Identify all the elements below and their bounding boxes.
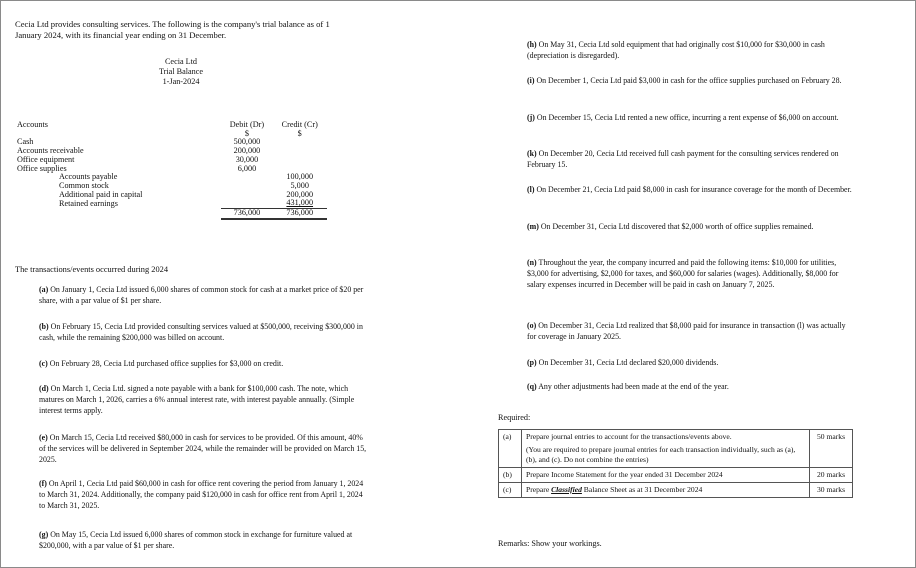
transaction-c — [39, 358, 369, 369]
required-row — [499, 468, 853, 483]
transaction-label: (o) — [527, 321, 537, 330]
tb-row-debit: 500,000 — [233, 137, 261, 147]
tb-row-credit — [272, 156, 327, 165]
tb-row-credit: 100,000 — [286, 172, 314, 182]
tb-row-account: Retained earnings — [59, 198, 118, 208]
required-heading: Required: — [498, 413, 531, 422]
transaction-e — [39, 432, 369, 465]
transaction-h — [527, 39, 855, 61]
transaction-text: On December 15, Cecia Ltd rented a new office, incurring a rent expense of $6,000 on account. — [536, 113, 839, 122]
transaction-g — [39, 529, 369, 551]
required-text: Prepare Income Statement for the year ended 31 December 2024 — [522, 468, 810, 483]
tb-row-credit: 200,000 — [286, 189, 314, 199]
transaction-text: On December 1, Cecia Ltd paid $3,000 in cash for the office supplies purchased on February 28. — [536, 76, 842, 85]
required-marks: 30 marks — [810, 483, 853, 498]
transaction-label: (j) — [527, 113, 535, 122]
tb-debit-unit: $ — [244, 128, 249, 138]
required-text-before: Prepare — [526, 485, 552, 494]
transaction-label: (n) — [527, 258, 537, 267]
remarks-text: Remarks: Show your workings. — [498, 539, 602, 548]
transaction-b — [39, 321, 369, 343]
transaction-o — [527, 320, 855, 342]
transaction-label: (q) — [527, 382, 537, 391]
transaction-label: (d) — [39, 384, 49, 393]
required-text — [522, 483, 810, 498]
tb-row-account: Accounts receivable — [17, 146, 84, 156]
trial-balance-table — [17, 121, 327, 220]
tb-row-debit — [221, 182, 272, 191]
transaction-text: On April 1, Cecia Ltd paid $60,000 in cash for office rent covering the period from January 1, 2024 to March 31, 2024. Additionally, the company paid $120,000 in cash for office rent from April 1, 2024 to March 31, 2025. — [39, 479, 364, 510]
required-row — [499, 483, 853, 498]
required-text-emphasis: Classified — [551, 485, 582, 494]
required-marks: 50 marks — [810, 430, 853, 468]
transaction-text: On February 28, Cecia Ltd purchased office supplies for $3,000 on credit. — [49, 359, 284, 368]
transaction-text: On March 1, Cecia Ltd. signed a note payable with a bank for $100,000 cash. The note, which matures on March 1, 2026, carries a 6% annual interest rate, with interest payable annually. (Simple interest terms apply. — [39, 384, 355, 415]
tb-date: 1-Jan-2024 — [162, 77, 200, 86]
transaction-text: On December 31, Cecia Ltd declared $20,000 dividends. — [538, 358, 719, 367]
tb-total-debit: 736,000 — [221, 209, 272, 219]
tb-row-credit — [272, 147, 327, 156]
tb-header-accounts: Accounts — [17, 120, 48, 129]
required-label: (c) — [499, 483, 522, 498]
transaction-label: (c) — [39, 359, 48, 368]
tb-row-debit — [221, 173, 272, 182]
transaction-d — [39, 383, 369, 416]
transaction-n — [527, 257, 855, 290]
tb-company: Cecia Ltd — [164, 57, 198, 66]
transaction-q — [527, 381, 855, 392]
tb-row-credit: 5,000 — [290, 180, 309, 190]
required-table — [498, 429, 853, 498]
transaction-label: (p) — [527, 358, 537, 367]
intro-text: Cecia Ltd provides consulting services. The following is the company's trial balance as of 1 January 2024, with its financial year ending on 31 December. — [15, 19, 330, 40]
required-note: (You are required to prepare journal entries for each transaction individually, such as (a), (b), and (c). Do not combine the entries) — [526, 445, 796, 464]
transaction-text: On February 15, Cecia Ltd provided consulting services valued at $500,000, receiving $300,000 in cash, while the remaining $200,000 was billed on account. — [39, 322, 363, 342]
tb-row-account: Accounts payable — [59, 172, 118, 182]
transaction-text: On December 31, Cecia Ltd discovered that $2,000 worth of office supplies remained. — [540, 222, 814, 231]
tb-row-credit: 431,000 — [286, 198, 314, 208]
required-label: (a) — [499, 430, 522, 468]
required-text-after: Balance Sheet as at 31 December 2024 — [581, 485, 703, 494]
transaction-l — [527, 184, 855, 195]
required-marks: 20 marks — [810, 468, 853, 483]
transaction-f — [39, 478, 369, 511]
tb-credit-unit: $ — [297, 128, 302, 138]
tb-header-debit: Debit (Dr) — [229, 120, 265, 129]
tb-row-credit — [272, 138, 327, 147]
tb-row-debit: 200,000 — [233, 146, 261, 156]
transaction-label: (k) — [527, 149, 537, 158]
transaction-text: Throughout the year, the company incurred and paid the following items: $10,000 for utilities, $3,000 for advertising, $2,000 for taxes, and $60,000 for salaries (wages). Additionally, $8,000 for salary expenses incurred in December will be paid in cash on January 7, 2025. — [527, 258, 839, 289]
trial-balance-heading — [121, 57, 241, 87]
tb-row-debit: 6,000 — [237, 163, 257, 173]
tb-total-credit: 736,000 — [272, 209, 327, 219]
transaction-text: On May 15, Cecia Ltd issued 6,000 shares of common stock in exchange for furniture valued at $200,000, with a par value of $1 per share. — [39, 530, 353, 550]
transaction-k — [527, 148, 855, 170]
required-text: Prepare journal entries to account for the transactions/events above. — [526, 432, 732, 441]
transaction-a — [39, 284, 369, 306]
transaction-label: (h) — [527, 40, 537, 49]
transaction-text: On December 21, Cecia Ltd paid $8,000 in cash for insurance coverage for the month of December. — [536, 185, 852, 194]
tb-title: Trial Balance — [158, 67, 204, 76]
transaction-text: On December 20, Cecia Ltd received full cash payment for the consulting services rendered on February 15. — [527, 149, 839, 169]
tb-row-account: Common stock — [59, 180, 109, 190]
transaction-text: On March 15, Cecia Ltd received $80,000 in cash for services to be provided. Of this amount, 40% of the services will be delivered in September 2024, while the remainder will be provided on March 15, 2025. — [39, 433, 367, 464]
transaction-label: (g) — [39, 530, 49, 539]
tb-row-debit — [221, 191, 272, 200]
tb-row-account: Cash — [17, 137, 34, 147]
tb-row-account: Additional paid in capital — [59, 189, 143, 199]
transactions-intro: The transactions/events occurred during 2024 — [15, 265, 169, 274]
transaction-text: Any other adjustments had been made at the end of the year. — [538, 382, 729, 391]
transaction-label: (b) — [39, 322, 49, 331]
transaction-label: (l) — [527, 185, 535, 194]
transaction-m — [527, 221, 855, 232]
transaction-p — [527, 357, 855, 368]
tb-row-account: Office supplies — [17, 163, 67, 173]
transaction-text: On December 31, Cecia Ltd realized that $8,000 paid for insurance in transaction (l) was actually for coverage in January 2025. — [527, 321, 846, 341]
transaction-label: (a) — [39, 285, 49, 294]
transaction-label: (e) — [39, 433, 48, 442]
transaction-text: On May 31, Cecia Ltd sold equipment that had originally cost $10,000 for $30,000 in cash (depreciation is disregarded). — [527, 40, 825, 60]
required-row — [499, 430, 853, 468]
tb-row-debit: 30,000 — [235, 154, 259, 164]
required-label: (b) — [499, 468, 522, 483]
transaction-i — [527, 75, 855, 86]
tb-header-credit: Credit (Cr) — [281, 120, 318, 129]
transaction-j — [527, 112, 855, 123]
required-task — [522, 430, 810, 468]
tb-row-account: Office equipment — [17, 154, 75, 164]
transaction-text: On January 1, Cecia Ltd issued 6,000 shares of common stock for cash at a market price of $20 per share, with a par value of $1 per share. — [39, 285, 364, 305]
transaction-label: (m) — [527, 222, 539, 231]
transaction-label: (i) — [527, 76, 535, 85]
transaction-label: (f) — [39, 479, 47, 488]
